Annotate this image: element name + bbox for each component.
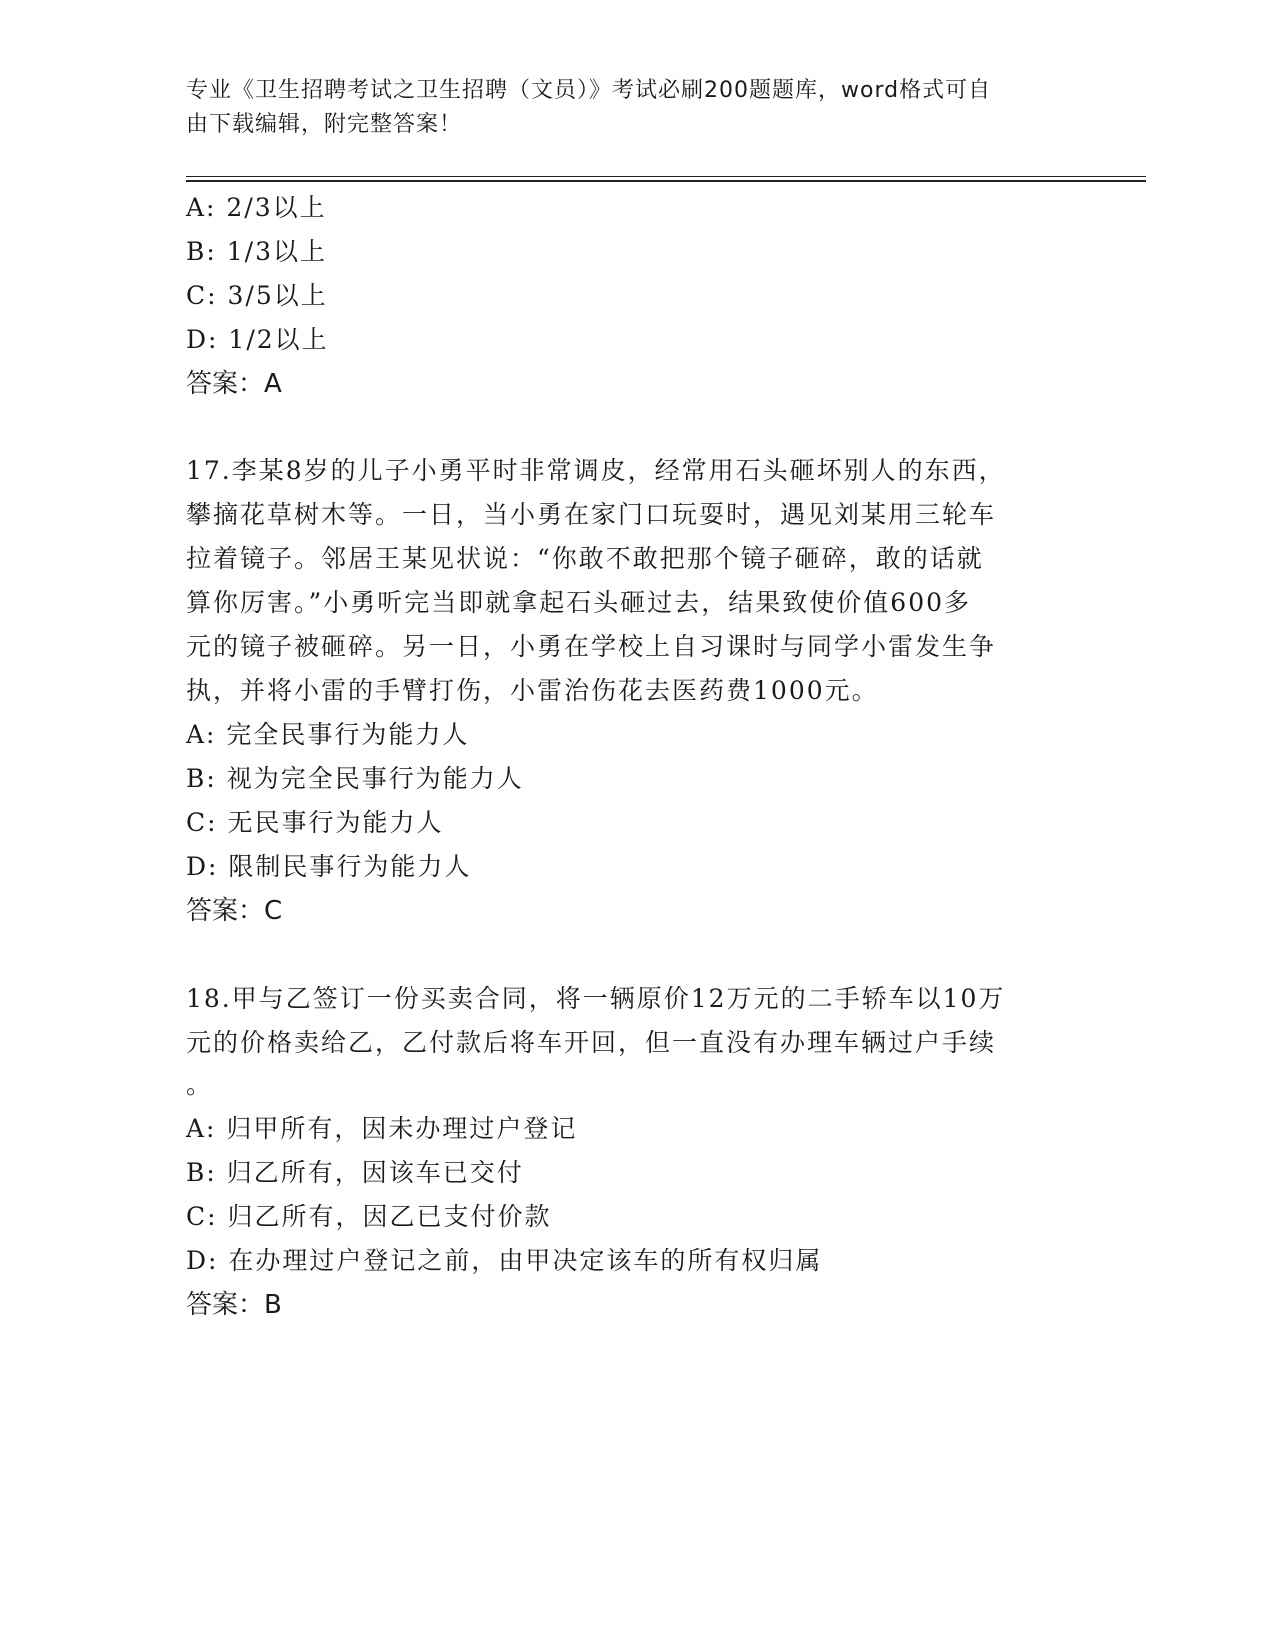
q16-answer: 答案：A (186, 369, 282, 399)
header-divider-thin (186, 176, 1146, 177)
header-line-1: 专业《卫生招聘考试之卫生招聘（文员）》考试必刷200题题库，word格式可自 (186, 78, 992, 103)
header-divider-thick (186, 180, 1146, 182)
q18-option-a: A: 归甲所有，因未办理过户登记 (186, 1114, 578, 1143)
q18-stem-line-2: 元的价格卖给乙，乙付款后将车开回，但一直没有办理车辆过户手续 (186, 1028, 997, 1057)
q16-option-d: D: 1/2以上 (186, 325, 329, 354)
q18-stem-line-3: 。 (186, 1070, 214, 1099)
q18-option-b: B: 归乙所有，因该车已交付 (186, 1158, 524, 1187)
q17-stem-line-5: 元的镜子被砸碎。另一日，小勇在学校上自习课时与同学小雷发生争 (186, 632, 997, 661)
q17-stem-line-2: 攀摘花草树木等。一日，当小勇在家门口玩耍时，遇见刘某用三轮车 (186, 500, 997, 529)
document-header (186, 74, 1066, 142)
q17-option-b: B: 视为完全民事行为能力人 (186, 764, 524, 793)
q17-stem-line-4: 算你厉害。”小勇听完当即就拿起石头砸过去，结果致使价值600多 (186, 588, 972, 617)
header-line-2: 由下载编辑，附完整答案！ (186, 112, 463, 137)
q17-answer: 答案：C (186, 896, 283, 926)
q16-option-b: B: 1/3以上 (186, 237, 327, 266)
q18-option-c: C: 归乙所有，因乙已支付价款 (186, 1202, 552, 1231)
q18-stem-line-1: 18.甲与乙签订一份买卖合同，将一辆原价12万元的二手轿车以10万 (186, 984, 1006, 1013)
q17-option-c: C: 无民事行为能力人 (186, 808, 444, 837)
q16-option-a: A: 2/3以上 (186, 193, 327, 222)
q17-stem-line-6: 执，并将小雷的手臂打伤，小雷治伤花去医药费1000元。 (186, 676, 879, 705)
q17-option-d: D: 限制民事行为能力人 (186, 852, 472, 881)
q17-stem-line-3: 拉着镜子。邻居王某见状说：“你敢不敢把那个镜子砸碎，敢的话就 (186, 544, 984, 573)
q18-answer: 答案：B (186, 1290, 282, 1320)
q16-option-c: C: 3/5以上 (186, 281, 328, 310)
q17-option-a: A: 完全民事行为能力人 (186, 720, 470, 749)
q17-stem-line-1: 17.李某8岁的儿子小勇平时非常调皮，经常用石头砸坏别人的东西， (186, 456, 1006, 485)
q18-option-d: D: 在办理过户登记之前，由甲决定该车的所有权归属 (186, 1246, 823, 1275)
